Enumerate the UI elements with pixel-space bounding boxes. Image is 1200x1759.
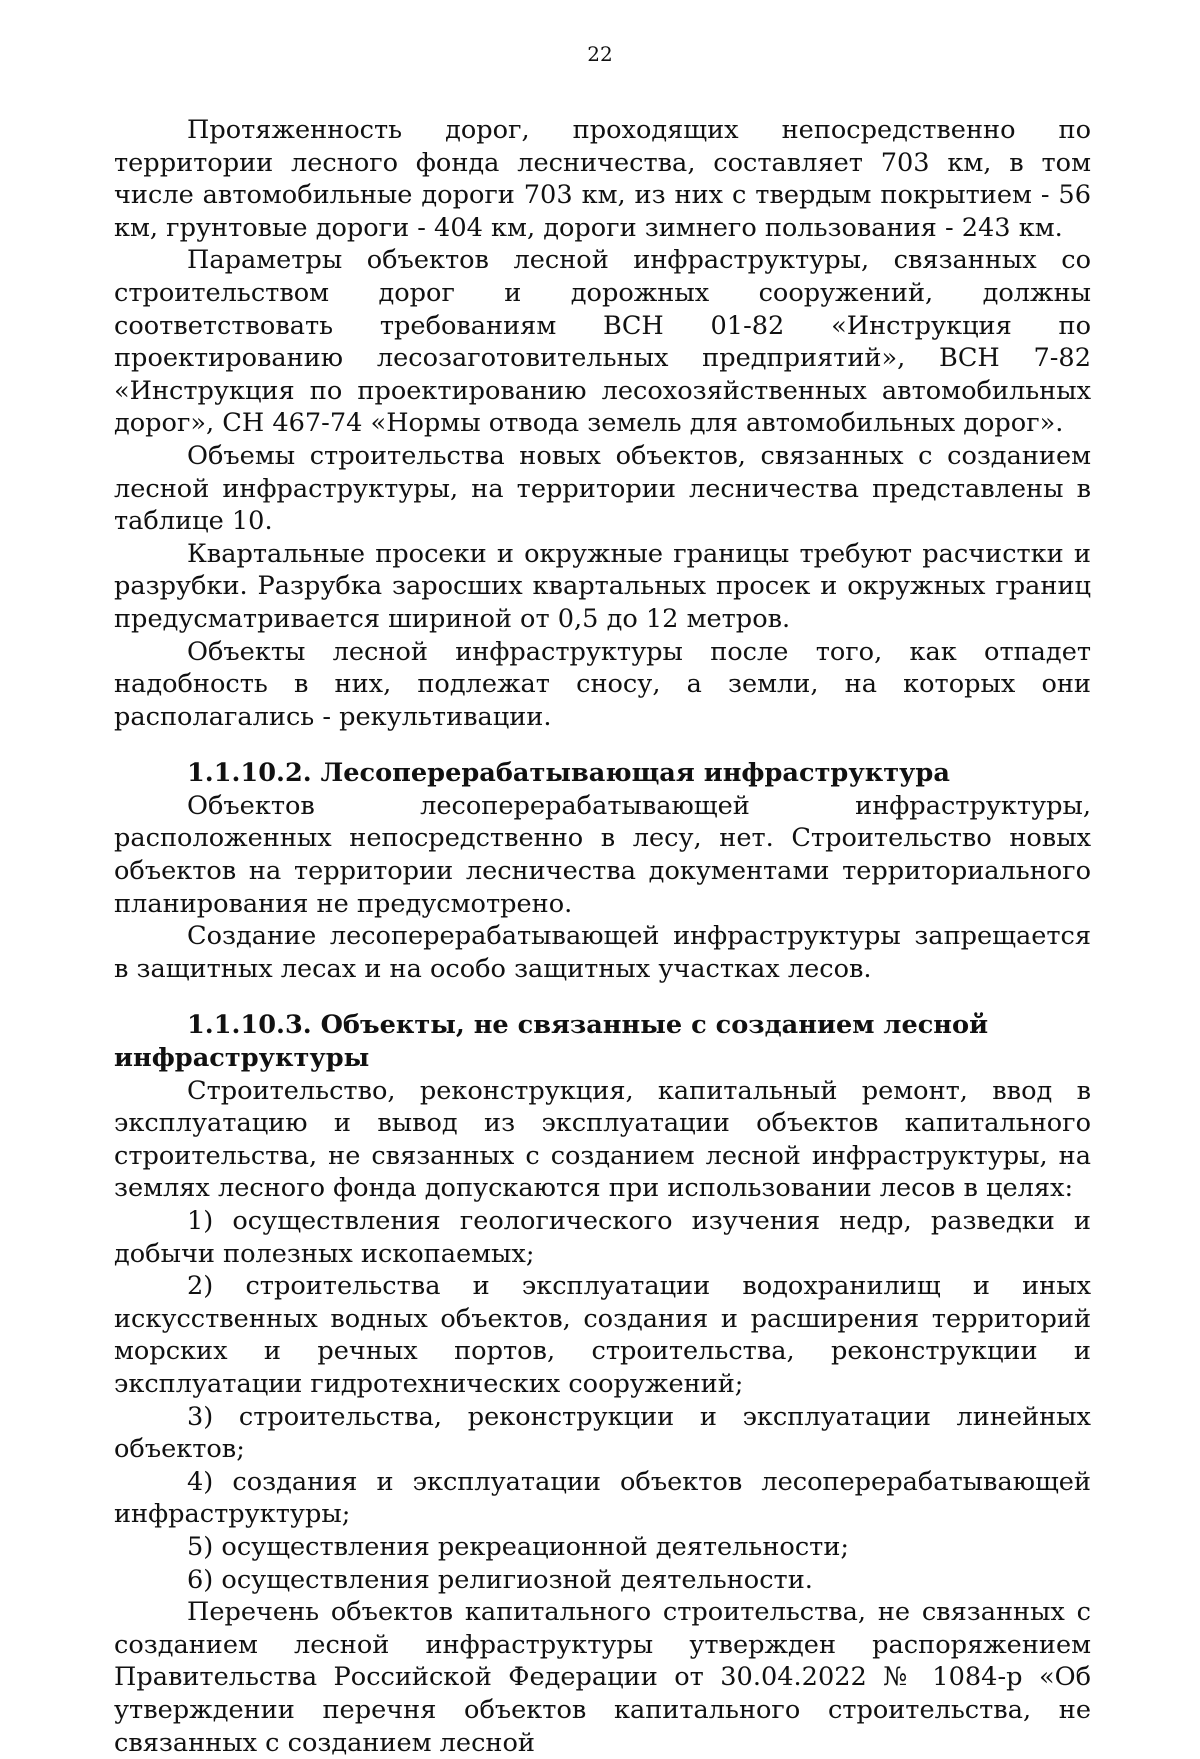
paragraph-infrastructure-parameters: Параметры объектов лесной инфраструктуры, связанных со строительством дорог и дорожных сооружений, должны соответствовать требованиям ВСН 01-82 «Инструкция по проектированию лесозаготовительных предприятий», ВСН 7-82 «Инструкция по проектированию лесохозяйственных автомобильных дорог», СН 467-74 «Нормы отвода земель для автомобильных дорог».	[114, 245, 1091, 439]
paragraph-quarter-clearings: Квартальные просеки и окружные границы требуют расчистки и разрубки. Разрубка заросших квартальных просек и окружных границ предусматривается шириной от 0,5 до 12 метров.	[114, 538, 1091, 634]
list-item: 3) строительства, реконструкции и эксплуатации линейных объектов;	[114, 1401, 1091, 1465]
document-body	[114, 114, 1091, 1759]
list-item: 2) строительства и эксплуатации водохранилищ и иных искусственных водных объектов, создания и расширения территорий морских и речных портов, строительства, реконструкции и эксплуатации гидротехнических сооружений;	[114, 1271, 1091, 1399]
paragraph-unrelated-intro: Строительство, реконструкция, капитальный ремонт, ввод в эксплуатацию и вывод из эксплуатации объектов капитального строительства, не связанных с созданием лесной инфраструктуры, на землях лесного фонда допускаются при использовании лесов в целях:	[114, 1075, 1091, 1204]
paragraph-construction-volumes: Объемы строительства новых объектов, связанных с созданием лесной инфраструктуры, на территории лесничества представлены в таблице 10.	[114, 440, 1091, 537]
list-item: 4) создания и эксплуатации объектов лесоперерабатывающей инфраструктуры;	[114, 1466, 1091, 1530]
section-heading-wood-processing: 1.1.10.2. Лесоперерабатывающая инфраструктура	[187, 758, 950, 789]
page-number: 22	[587, 42, 613, 66]
paragraph-wood-processing-prohibition: Создание лесоперерабатывающей инфраструктуры запрещается в защитных лесах и на особо защитных участках лесов.	[114, 921, 1091, 984]
list-item: 1) осуществления геологического изучения недр, разведки и добычи полезных ископаемых;	[114, 1206, 1091, 1269]
section-heading-unrelated-objects: 1.1.10.3. Объекты, не связанные с созданием лесной инфраструктуры	[114, 1010, 989, 1074]
paragraph-wood-processing-objects: Объектов лесоперерабатывающей инфраструктуры, расположенных непосредственно в лесу, нет. Строительство новых объектов на территории лесничества документами территориального планирования не предусмотрено.	[114, 790, 1091, 919]
paragraph-demolition: Объекты лесной инфраструктуры после того, как отпадет надобность в них, подлежат сносу, а земли, на которых они располагались - рекультивации.	[114, 636, 1091, 732]
paragraph-roads-length: Протяженность дорог, проходящих непосредственно по территории лесного фонда лесничества, составляет 703 км, в том числе автомобильные дороги 703 км, из них с твердым покрытием - 56 км, грунтовые дороги - 404 км, дороги зимнего пользования - 243 км.	[114, 115, 1091, 243]
paragraph-list-of-objects: Перечень объектов капитального строительства, не связанных с созданием лесной инфраструктуры утвержден распоряжением Правительства Российской Федерации от 30.04.2022 № 1084-р «Об утверждении перечня объектов капитального строительства, не связанных с созданием лесной	[114, 1597, 1091, 1758]
list-item: 6) осуществления религиозной деятельности.	[187, 1564, 813, 1595]
list-item: 5) осуществления рекреационной деятельности;	[187, 1531, 850, 1562]
